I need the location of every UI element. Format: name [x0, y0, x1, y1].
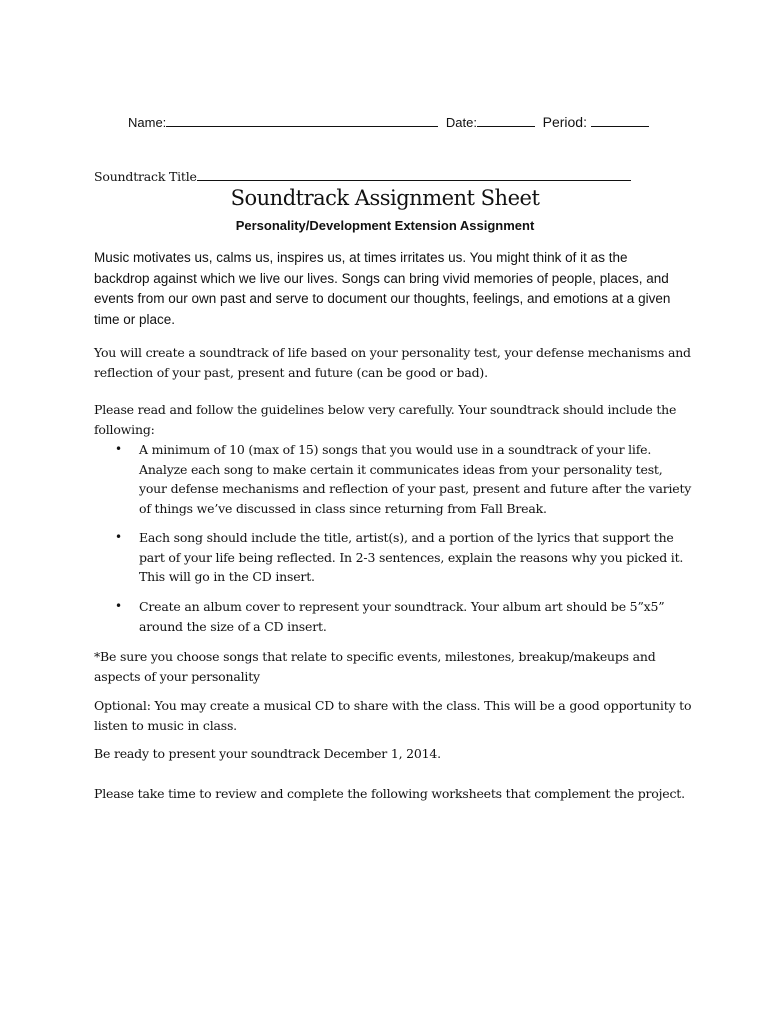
- optional-paragraph: Optional: You may create a musical CD to share with the class. This will be a good opportunity to listen to music in class.: [94, 698, 692, 733]
- ready-paragraph: Be ready to present your soundtrack December 1, 2014.: [94, 746, 441, 761]
- bullet-item: [94, 597, 694, 636]
- guidelines-paragraph: Please read and follow the guidelines below very carefully. Your soundtrack should include the following:: [94, 402, 677, 437]
- bullet-icon: •: [115, 599, 122, 613]
- soundtrack-title-label: Soundtrack Title: [94, 169, 197, 184]
- bullet-item: [94, 528, 694, 587]
- note-paragraph: *Be sure you choose songs that relate to specific events, milestones, breakup/makeups and aspects of your personality: [94, 649, 656, 684]
- bullet-icon: •: [115, 530, 122, 544]
- create-paragraph: You will create a soundtrack of life based on your personality test, your defense mechanisms and reflection of your past, present and future (can be good or bad).: [94, 345, 691, 380]
- bullet-icon: •: [115, 442, 122, 456]
- soundtrack-title-row: [94, 168, 631, 184]
- intro-paragraph: Music motivates us, calms us, inspires us, at times irritates us. You might think of it as the backdrop against which we live our lives. Songs can bring vivid memories of people, places, and events from our own past and serve to document our thoughts, feelings, and emotions at a given time or place.: [94, 250, 671, 327]
- page-title: Soundtrack Assignment Sheet: [230, 186, 540, 210]
- soundtrack-title-blank: [197, 168, 631, 181]
- bullet-list-1: [94, 440, 694, 518]
- bullet-list-3: [94, 597, 694, 636]
- header-fields: [128, 114, 649, 130]
- bullet-text: A minimum of 10 (max of 15) songs that you would use in a soundtrack of your life. Analyze each song to make certain it communicates ideas from your personality test, your defense mechanisms and reflection of your past, present and future after the variety of things we’ve discussed in class since returning from Fall Break.: [139, 442, 692, 516]
- review-paragraph: Please take time to review and complete the following worksheets that complement the project.: [94, 786, 685, 801]
- page-subtitle: Personality/Development Extension Assignment: [235, 218, 535, 233]
- period-label: Period:: [542, 114, 587, 130]
- date-blank: [477, 114, 535, 127]
- bullet-text: Create an album cover to represent your soundtrack. Your album art should be 5”x5” around the size of a CD insert.: [139, 599, 665, 634]
- date-label: Date:: [445, 115, 477, 130]
- bullet-item: [94, 440, 694, 518]
- name-blank: [166, 114, 438, 127]
- bullet-text: Each song should include the title, artist(s), and a portion of the lyrics that support the part of your life being reflected. In 2-3 sentences, explain the reasons why you picked it. This will go in the CD insert.: [139, 530, 684, 584]
- bullet-list-2: [94, 528, 694, 587]
- name-label: Name:: [128, 115, 167, 130]
- period-blank: [591, 114, 649, 127]
